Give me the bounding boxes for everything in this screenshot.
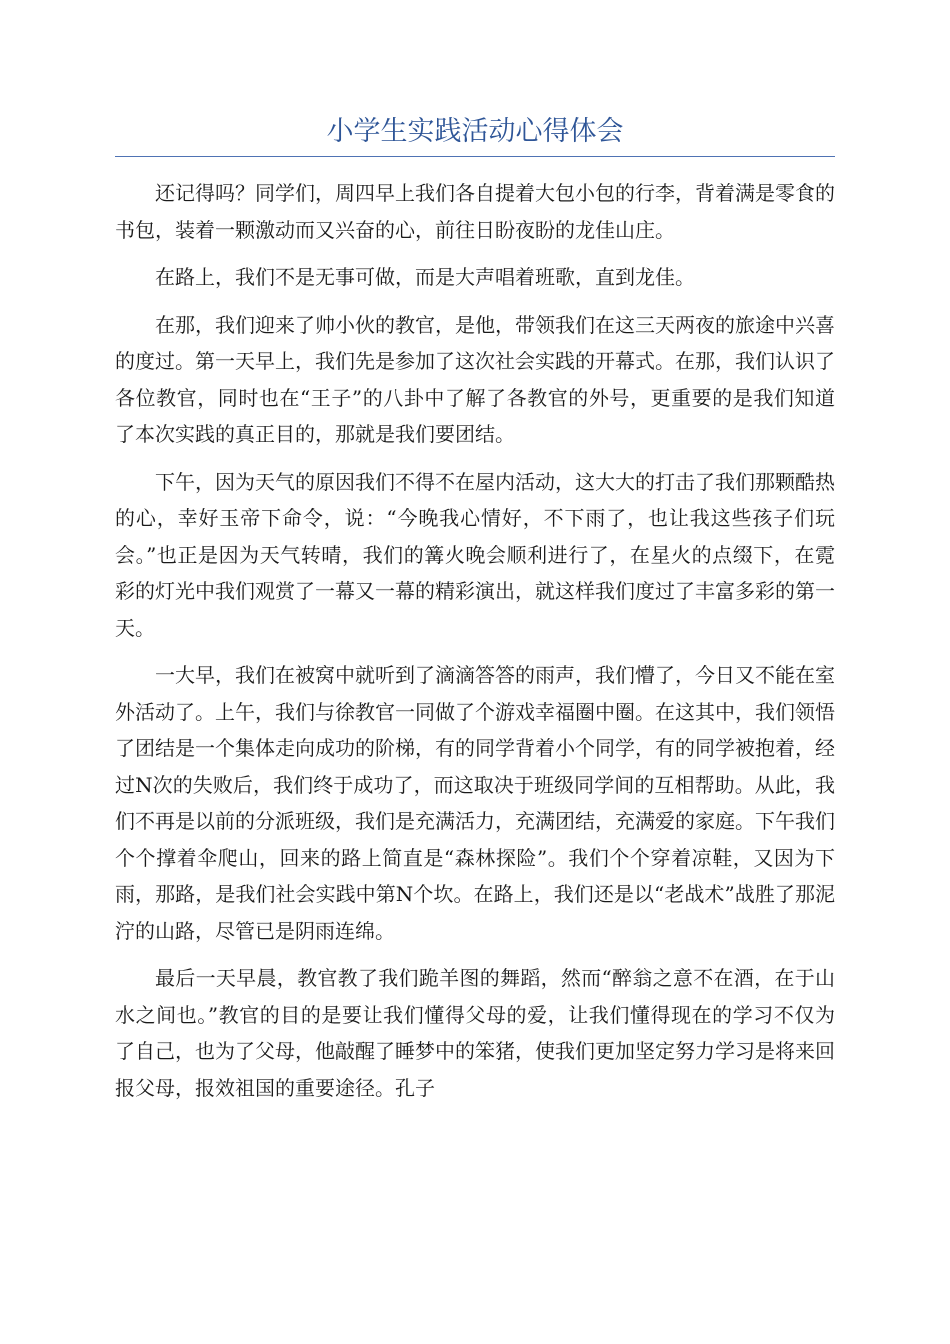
document-body bbox=[115, 175, 835, 1117]
title-block bbox=[115, 112, 835, 157]
paragraph-4: 下午，因为天气的原因我们不得不在屋内活动，这大大的打击了我们那颗酷热的心，幸好玉帝下命令，说：“今晚我心情好，不下雨了，也让我这些孩子们玩会。”也正是因为天气转晴，我们的篝火晚会顺利进行了，在星火的点缀下，在霓彩的灯光中我们观赏了一幕又一幕的精彩演出，就这样我们度过了丰富多彩的第一天。 bbox=[115, 469, 835, 640]
paragraph-3: 在那，我们迎来了帅小伙的教官，是他，带领我们在这三天两夜的旅途中兴喜的度过。第一天早上，我们先是参加了这次社会实践的开幕式。在那，我们认识了各位教官，同时也在“王子”的八卦中了解了各教官的外号，更重要的是我们知道了本次实践的真正目的，那就是我们要团结。 bbox=[115, 312, 835, 446]
paragraph-1: 还记得吗？同学们，周四早上我们各自提着大包小包的行李，背着满是零食的书包，装着一颗激动而又兴奋的心，前往日盼夜盼的龙佳山庄。 bbox=[115, 181, 835, 242]
paragraph-6: 最后一天早晨，教官教了我们跪羊图的舞蹈，然而“醉翁之意不在酒，在于山水之间也。”教官的目的是要让我们懂得父母的爱，让我们懂得现在的学习不仅为了自己，也为了父母，他敲醒了睡梦中的笨猪，使我们更加坚定努力学习是将来回报父母，报效祖国的重要途径。孔子 bbox=[115, 966, 835, 1100]
paragraph-2: 在路上，我们不是无事可做，而是大声唱着班歌，直到龙佳。 bbox=[155, 265, 695, 289]
document-title: 小学生实践活动心得体会 bbox=[326, 116, 624, 147]
paragraph-5: 一大早，我们在被窝中就听到了滴滴答答的雨声，我们懵了，今日又不能在室外活动了。上午，我们与徐教官一同做了个游戏幸福圈中圈。在这其中，我们领悟了团结是一个集体走向成功的阶梯，有的同学背着小个同学，有的同学被抱着，经过N次的失败后，我们终于成功了，而这取决于班级同学间的互相帮助。从此，我们不再是以前的分派班级，我们是充满活力，充满团结，充满爱的家庭。下午我们个个撑着伞爬山，回来的路上简直是“森林探险”。我们个个穿着凉鞋，又因为下雨，那路，是我们社会实践中第N个坎。在路上，我们还是以“老战术”战胜了那泥泞的山路，尽管已是阴雨连绵。 bbox=[115, 663, 835, 943]
